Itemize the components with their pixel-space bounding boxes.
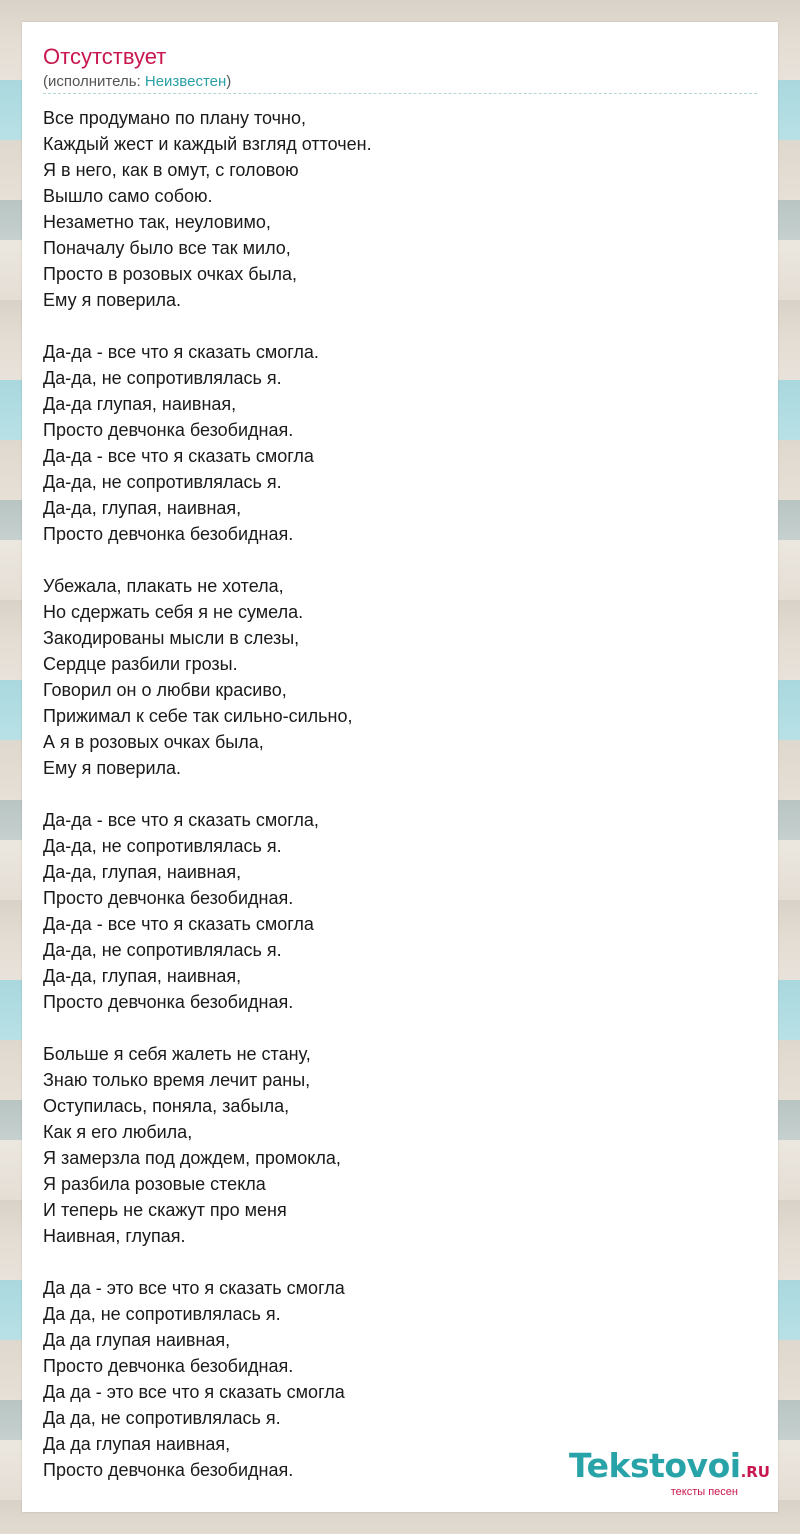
- lyric-line: Да-да - все что я сказать смогла: [43, 914, 314, 934]
- lyric-line: Просто девчонка безобидная.: [43, 992, 294, 1012]
- lyric-line: Да да, не сопротивлялась я.: [43, 1304, 281, 1324]
- lyric-line: Сердце разбили грозы.: [43, 654, 238, 674]
- title-divider: [43, 93, 757, 94]
- lyric-line: Да да, не сопротивлялась я.: [43, 1408, 281, 1428]
- stanza: [43, 1041, 757, 1249]
- logo-tagline: тексты песен: [670, 1486, 738, 1498]
- lyric-line: Просто девчонка безобидная.: [43, 524, 294, 544]
- lyric-line: Да-да - все что я сказать смогла: [43, 446, 314, 466]
- lyric-line: Я в него, как в омут, с головою: [43, 160, 299, 180]
- artist-suffix: ): [226, 73, 232, 90]
- lyric-line: Наивная, глупая.: [43, 1226, 186, 1246]
- lyric-line: Ему я поверила.: [43, 758, 182, 778]
- logo-wordmark: [569, 1448, 770, 1490]
- lyric-line: Просто девчонка безобидная.: [43, 1460, 294, 1480]
- lyric-line: Знаю только время лечит раны,: [43, 1070, 311, 1090]
- lyric-line: Да-да, глупая, наивная,: [43, 966, 242, 986]
- lyric-line: Да-да глупая, наивная,: [43, 394, 237, 414]
- lyric-line: Да-да - все что я сказать смогла,: [43, 810, 319, 830]
- song-title: Отсутствует: [43, 44, 167, 69]
- lyric-line: Да да - это все что я сказать смогла: [43, 1278, 345, 1298]
- lyric-line: Прижимал к себе так сильно-сильно,: [43, 706, 353, 726]
- lyric-line: Да-да, не сопротивлялась я.: [43, 940, 282, 960]
- lyrics-card: [22, 22, 778, 1512]
- lyric-line: Да да - это все что я сказать смогла: [43, 1382, 345, 1402]
- logo-suffix: .RU: [740, 1463, 770, 1481]
- lyric-line: Да-да, глупая, наивная,: [43, 498, 242, 518]
- lyric-line: Но сдержать себя я не сумела.: [43, 602, 304, 622]
- lyric-line: Да да глупая наивная,: [43, 1434, 231, 1454]
- lyric-line: Незаметно так, неуловимо,: [43, 212, 271, 232]
- lyrics-text: [43, 105, 757, 1509]
- lyric-line: Да-да, не сопротивлялась я.: [43, 368, 282, 388]
- lyric-line: Оступилась, поняла, забыла,: [43, 1096, 290, 1116]
- lyric-line: Да да глупая наивная,: [43, 1330, 231, 1350]
- lyric-line: Как я его любила,: [43, 1122, 193, 1142]
- lyric-line: Да-да, не сопротивлялась я.: [43, 472, 282, 492]
- lyric-line: А я в розовых очках была,: [43, 732, 264, 752]
- lyric-line: Да-да, глупая, наивная,: [43, 862, 242, 882]
- lyric-line: Ему я поверила.: [43, 290, 182, 310]
- logo-main-text: Tekstovoi: [569, 1446, 741, 1485]
- lyric-line: Закодированы мысли в слезы,: [43, 628, 300, 648]
- lyric-line: Каждый жест и каждый взгляд отточен.: [43, 134, 372, 154]
- lyric-line: Да-да - все что я сказать смогла.: [43, 342, 319, 362]
- stanza: [43, 807, 757, 1015]
- lyric-line: Просто в розовых очках была,: [43, 264, 297, 284]
- lyric-line: Я разбила розовые стекла: [43, 1174, 266, 1194]
- lyric-line: Все продумано по плану точно,: [43, 108, 306, 128]
- lyric-line: Вышло само собою.: [43, 186, 213, 206]
- lyric-line: Просто девчонка безобидная.: [43, 888, 294, 908]
- lyric-line: Я замерзла под дождем, промокла,: [43, 1148, 341, 1168]
- stanza: [43, 573, 757, 781]
- stanza: [43, 339, 757, 547]
- artist-link[interactable]: Неизвестен: [144, 73, 227, 90]
- lyric-line: Просто девчонка безобидная.: [43, 1356, 294, 1376]
- site-logo[interactable]: [569, 1448, 770, 1498]
- lyric-line: Больше я себя жалеть не стану,: [43, 1044, 311, 1064]
- lyric-line: Убежала, плакать не хотела,: [43, 576, 284, 596]
- lyric-line: Да-да, не сопротивлялась я.: [43, 836, 282, 856]
- stanza: [43, 105, 757, 313]
- artist-prefix: (исполнитель:: [43, 73, 145, 90]
- lyric-line: Просто девчонка безобидная.: [43, 420, 294, 440]
- artist-line: [43, 72, 231, 92]
- lyric-line: Говорил он о любви красиво,: [43, 680, 287, 700]
- lyric-line: Поначалу было все так мило,: [43, 238, 291, 258]
- lyric-line: И теперь не скажут про меня: [43, 1200, 287, 1220]
